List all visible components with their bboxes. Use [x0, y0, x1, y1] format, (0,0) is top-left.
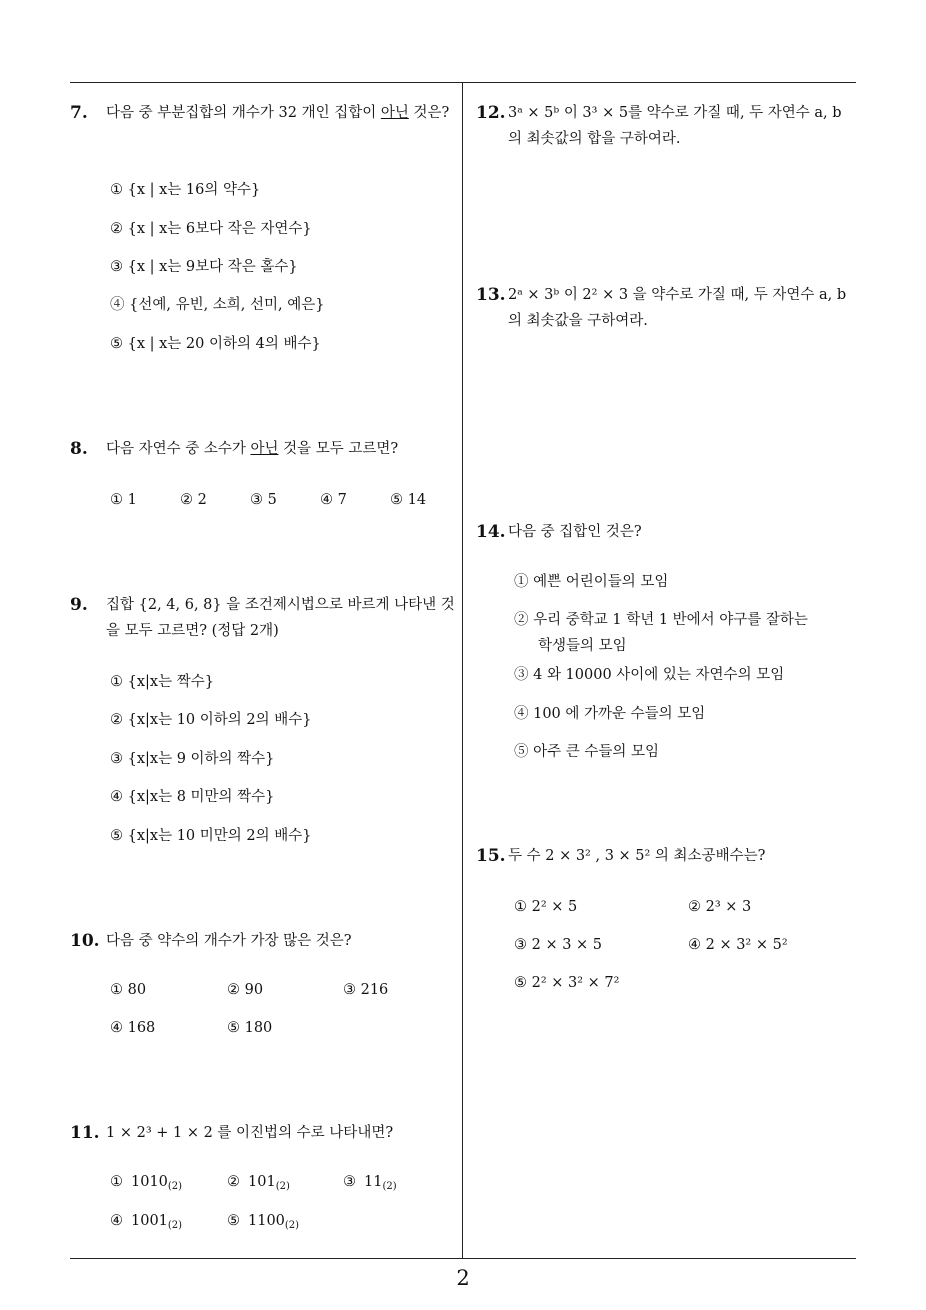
question-number: 12. — [476, 103, 506, 123]
option[interactable]: ① {x|x는 짝수} — [110, 674, 214, 690]
question-number: 8. — [70, 439, 88, 459]
column-divider — [462, 82, 463, 1258]
option[interactable]: ⑤ {x | x는 20 이하의 4의 배수} — [110, 336, 321, 352]
question-text: 2ᵃ × 3ᵇ 이 2² × 3 을 약수로 가질 때, 두 자연수 a, b 의 최솟값을 구하여라. — [508, 287, 847, 329]
question-13 — [476, 282, 860, 334]
question-text: 집합 {2, 4, 6, 8} 을 조건제시법으로 바르게 나타낸 것을 모두 고르면? (정답 2개) — [106, 597, 455, 639]
question-14 — [476, 519, 860, 545]
option[interactable]: ④ $1001_{(2)}$ — [110, 1213, 183, 1231]
question-number: 11. — [70, 1123, 100, 1143]
question-text: 다음 중 약수의 개수가 가장 많은 것은? — [106, 933, 352, 949]
option[interactable]: ③ {x | x는 9보다 작은 홀수} — [110, 259, 298, 275]
question-number: 7. — [70, 103, 88, 123]
option[interactable]: ⑤ 14 — [390, 492, 427, 508]
option[interactable]: ④ 168 — [110, 1020, 156, 1036]
option[interactable]: ④ {선예, 유빈, 소희, 선미, 예은} — [110, 297, 325, 313]
question-9 — [70, 592, 456, 644]
question-number: 10. — [70, 931, 100, 951]
option[interactable]: ⑤ 2² × 3² × 7² — [514, 975, 620, 991]
option[interactable]: ② 90 — [227, 982, 264, 998]
option[interactable]: ① 80 — [110, 982, 147, 998]
question-10 — [70, 928, 456, 954]
option[interactable]: ③ 4 와 10000 사이에 있는 자연수의 모임 — [514, 667, 785, 683]
question-7 — [70, 100, 456, 126]
bottom-rule — [70, 1258, 856, 1259]
option[interactable]: ⑤ 180 — [227, 1020, 273, 1036]
option[interactable]: ② {x|x는 10 이하의 2의 배수} — [110, 712, 312, 728]
question-11 — [70, 1120, 456, 1146]
option[interactable]: ① 2² × 5 — [514, 899, 578, 915]
option[interactable]: ② $101_{(2)}$ — [227, 1174, 290, 1192]
option[interactable]: ⑤ 아주 큰 수들의 모임 — [514, 744, 659, 760]
option[interactable]: ③ $11_{(2)}$ — [343, 1174, 397, 1192]
page-number: 2 — [456, 1266, 470, 1290]
option[interactable]: ① $1010_{(2)}$ — [110, 1174, 183, 1192]
question-number: 9. — [70, 595, 88, 615]
option[interactable]: ① 예쁜 어린이들의 모임 — [514, 574, 669, 590]
option[interactable]: ① 1 — [110, 492, 137, 508]
question-15 — [476, 843, 860, 869]
question-text: 다음 중 부분집합의 개수가 32 개인 집합이 아닌 것은? — [106, 105, 450, 121]
option[interactable]: ③ {x|x는 9 이하의 짝수} — [110, 751, 275, 767]
question-number: 13. — [476, 285, 506, 305]
question-text: 3ᵃ × 5ᵇ 이 3³ × 5를 약수로 가질 때, 두 자연수 a, b 의 최솟값의 합을 구하여라. — [508, 105, 842, 147]
option[interactable]: ④ {x|x는 8 미만의 짝수} — [110, 789, 275, 805]
option[interactable]: ② 우리 중학교 1 학년 1 반에서 야구를 잘하는 — [514, 612, 808, 628]
top-rule — [70, 82, 856, 83]
question-12 — [476, 100, 860, 152]
question-number: 14. — [476, 522, 506, 542]
option[interactable]: ⑤ {x|x는 10 미만의 2의 배수} — [110, 828, 312, 844]
option[interactable]: ③ 2 × 3 × 5 — [514, 937, 603, 953]
option[interactable]: ② 2³ × 3 — [688, 899, 752, 915]
option[interactable]: ④ 7 — [320, 492, 347, 508]
option[interactable]: ② {x | x는 6보다 작은 자연수} — [110, 221, 312, 237]
option[interactable]: ④ 100 에 가까운 수들의 모임 — [514, 706, 706, 722]
question-text: 1 × 2³ + 1 × 2 를 이진법의 수로 나타내면? — [106, 1125, 394, 1141]
question-8 — [70, 436, 456, 462]
question-text: 다음 중 집합인 것은? — [508, 524, 642, 540]
option[interactable]: ⑤ $1100_{(2)}$ — [227, 1213, 300, 1231]
option[interactable]: ③ 216 — [343, 982, 389, 998]
question-number: 15. — [476, 846, 506, 866]
question-text: 두 수 2 × 3² , 3 × 5² 의 최소공배수는? — [508, 848, 766, 864]
option[interactable]: ③ 5 — [250, 492, 277, 508]
question-text: 다음 자연수 중 소수가 아닌 것을 모두 고르면? — [106, 441, 399, 457]
option[interactable]: ① {x | x는 16의 약수} — [110, 182, 261, 198]
option-continuation: 학생들의 모임 — [538, 638, 627, 654]
option[interactable]: ② 2 — [180, 492, 207, 508]
option[interactable]: ④ 2 × 3² × 5² — [688, 937, 788, 953]
